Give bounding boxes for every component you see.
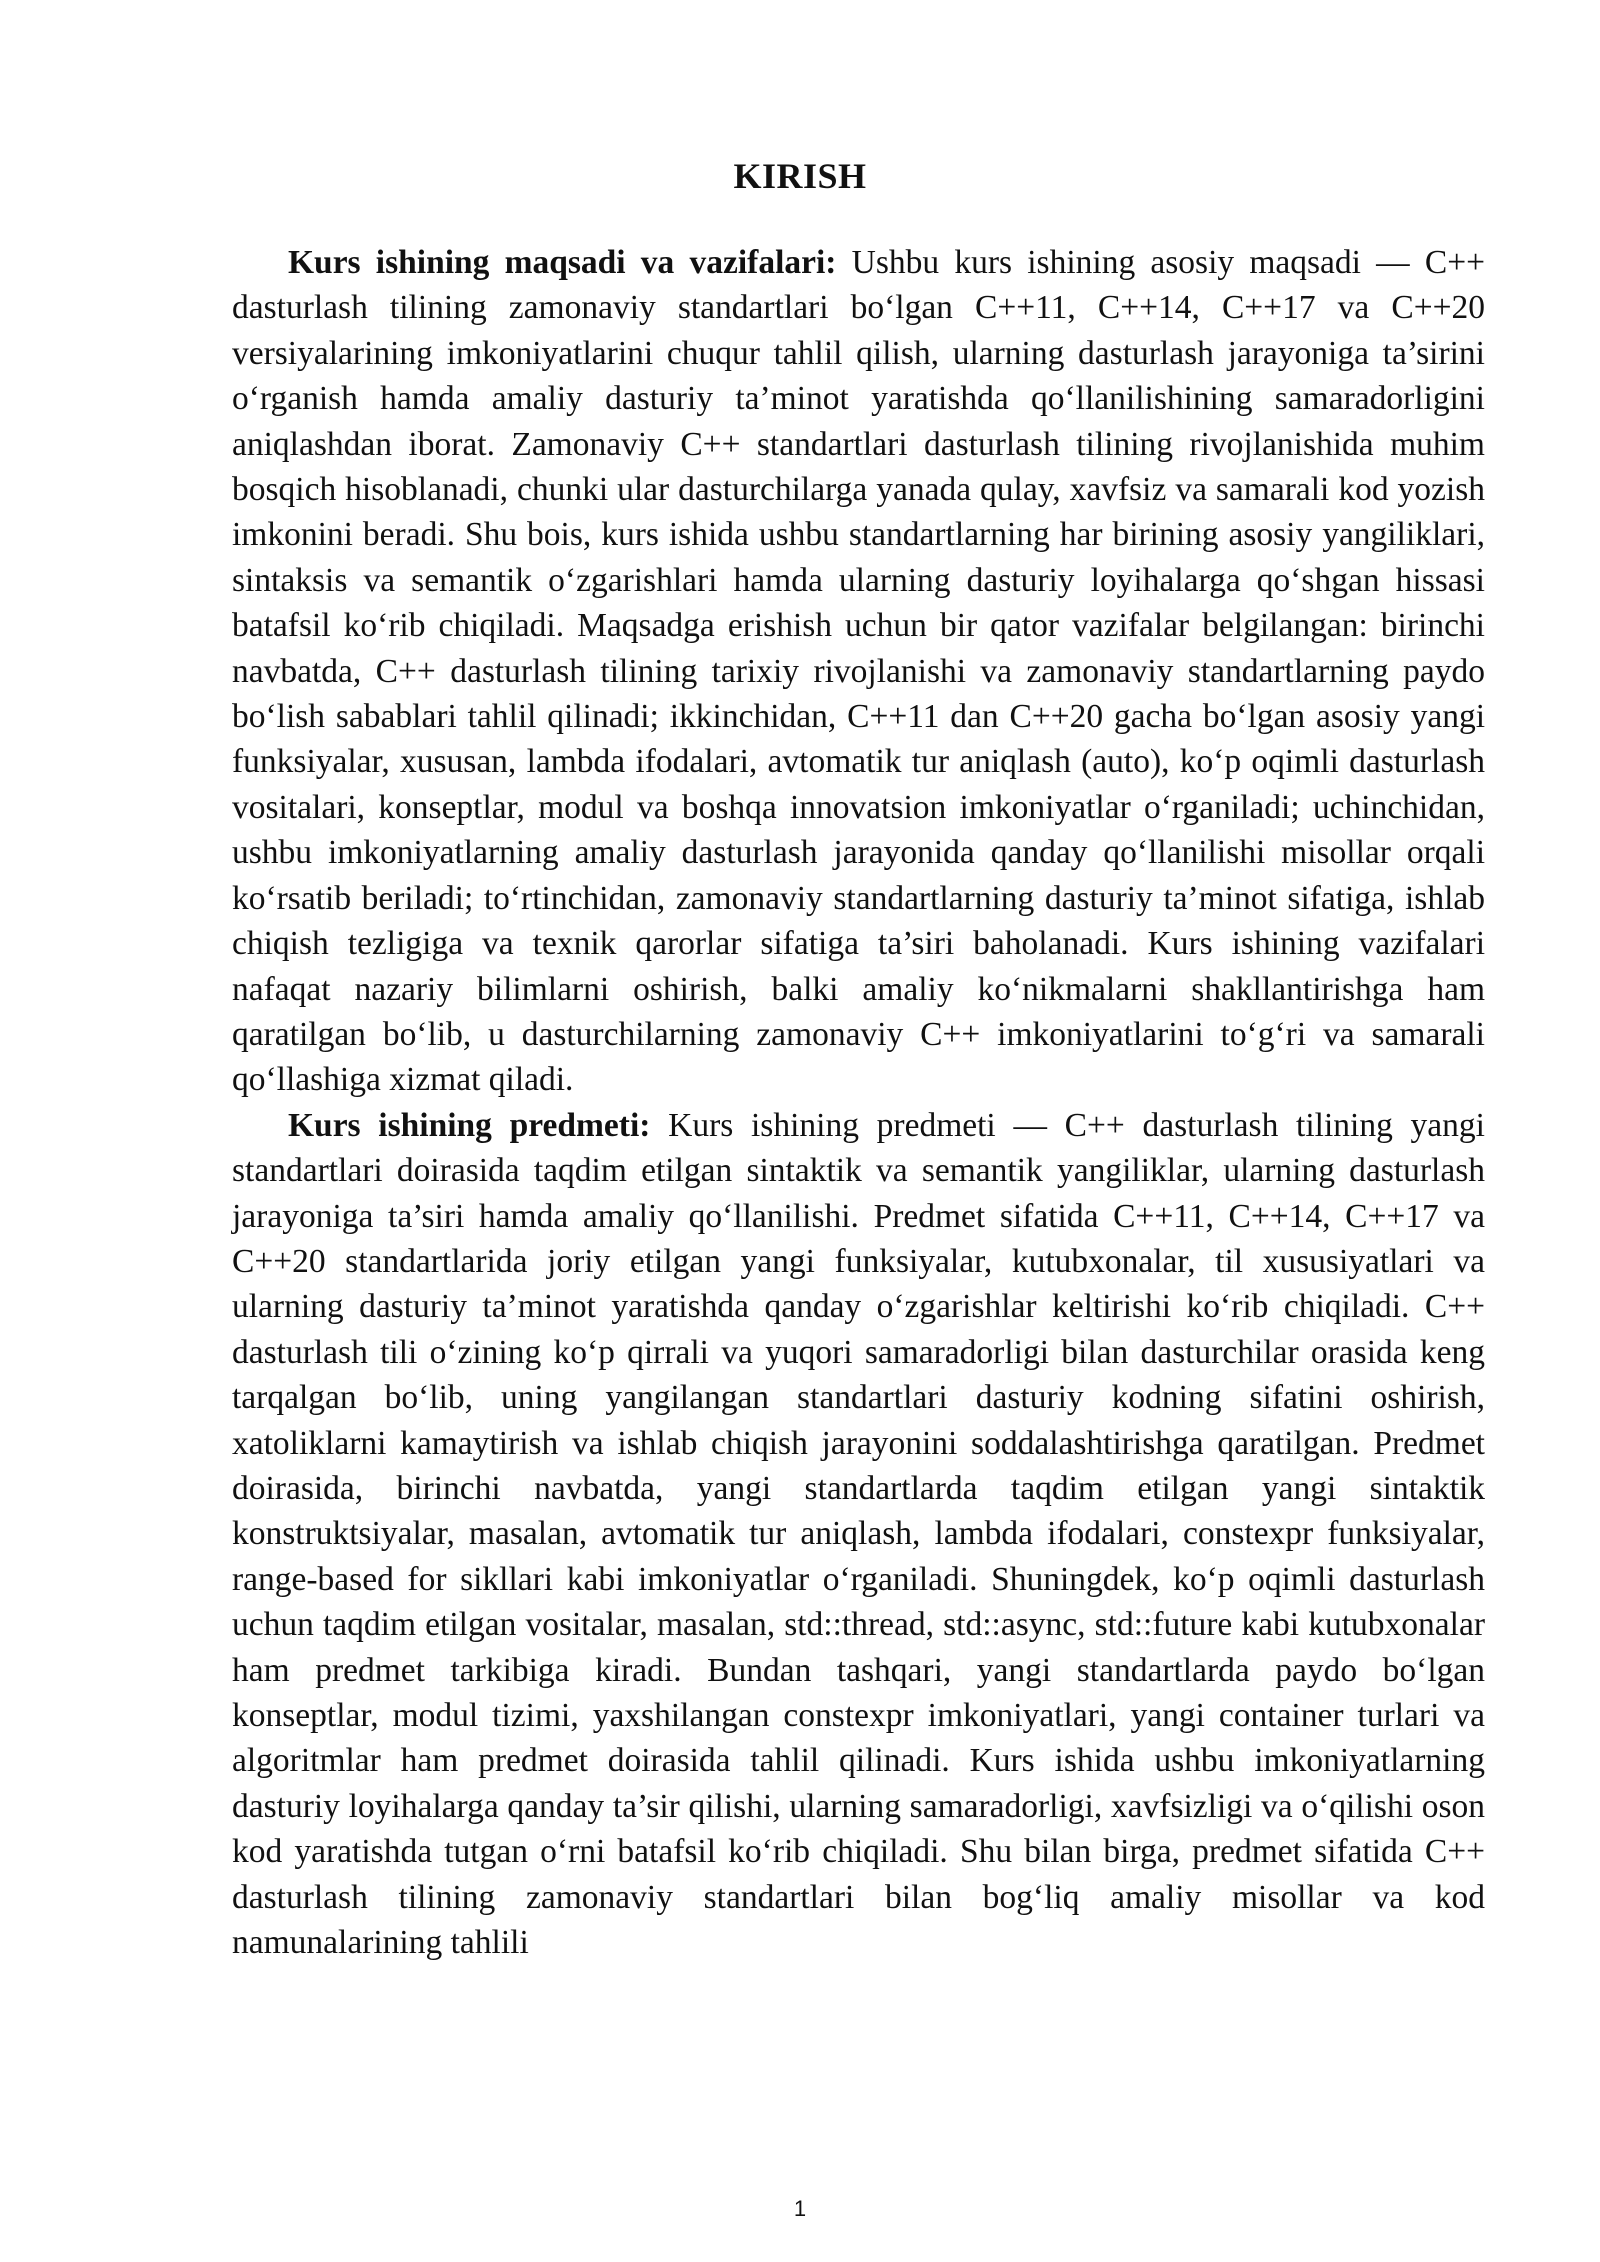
paragraph-subject (232, 1103, 1485, 1966)
body-text (232, 240, 1485, 1965)
page-number: 1 (793, 2196, 807, 2221)
paragraph-goals-heading: Kurs ishining maqsadi va vazifalari: (288, 244, 837, 281)
page-title: KIRISH (733, 156, 867, 196)
paragraph-subject-text: Kurs ishining predmeti — C++ dasturlash tilining yangi standartlari doirasida taqdim etilgan sintaktik va semantik yangiliklar, ularning dasturlash jarayoniga ta’siri hamda amaliy qo‘llanilishi. Predmet sifatida C++11, C++14, C++17 va C++20 standartlarida joriy etilgan yangi funksiyalar, kutubxonalar, til xususiyatlari va ularning dasturiy ta’minot yaratishda qanday o‘zgarishlar keltirishi ko‘rib chiqiladi. C++ dasturlash tili o‘zining ko‘p qirrali va yuqori samaradorligi bilan dasturchilar orasida keng tarqalgan bo‘lib, uning yangilangan standartlari dasturiy kodning sifatini oshirish, xatoliklarni kamaytirish va ishlab chiqish jarayonini soddalashtirishga qaratilgan. Predmet doirasida, birinchi navbatda, yangi standartlarda taqdim etilgan yangi sintaktik konstruktsiyalar, masalan, avtomatik tur aniqlash, lambda ifodalari, constexpr funksiyalar, range-based for sikllari kabi imkoniyatlar o‘rganiladi. Shuningdek, ko‘p oqimli dasturlash uchun taqdim etilgan vositalar, masalan, std::thread, std::async, std::future kabi kutubxonalar ham predmet tarkibiga kiradi. Bundan tashqari, yangi standartlarda paydo bo‘lgan konseptlar, modul tizimi, yaxshilangan constexpr imkoniyatlari, yangi container turlari va algoritmlar ham predmet doirasida tahlil qilinadi. Kurs ishida ushbu imkoniyatlarning dasturiy loyihalarga qanday ta’sir qilishi, ularning samaradorligi, xavfsizligi va o‘qilishi oson kod yaratishda tutgan o‘rni batafsil ko‘rib chiqiladi. Shu bilan birga, predmet sifatida C++ dasturlash tilining zamonaviy standartlari bilan bog‘liq amaliy misollar va kod namunalarining tahlili (232, 1106, 1485, 1962)
paragraph-goals (232, 240, 1485, 1103)
paragraph-goals-text: Ushbu kurs ishining asosiy maqsadi — C++ dasturlash tilining zamonaviy standartlari bo‘lgan C++11, C++14, C++17 va C++20 versiyalarining imkoniyatlarini chuqur tahlil qilish, ularning dasturlash jarayoniga ta’sirini o‘rganish hamda amaliy dasturiy ta’minot yaratishda qo‘llanilishining samaradorligini aniqlashdan iborat. Zamonaviy C++ standartlari dasturlash tilining rivojlanishida muhim bosqich hisoblanadi, chunki ular dasturchilarga yanada qulay, xavfsiz va samarali kod yozish imkonini beradi. Shu bois, kurs ishida ushbu standartlarning har birining asosiy yangiliklari, sintaksis va semantik o‘zgarishlari hamda ularning dasturiy loyihalarga qo‘shgan hissasi batafsil ko‘rib chiqiladi. Maqsadga erishish uchun bir qator vazifalar belgilangan: birinchi navbatda, C++ dasturlash tilining tarixiy rivojlanishi va zamonaviy standartlarning paydo bo‘lish sabablari tahlil qilinadi; ikkinchidan, C++11 dan C++20 gacha bo‘lgan asosiy yangi funksiyalar, xususan, lambda ifodalari, avtomatik tur aniqlash (auto), ko‘p oqimli dasturlash vositalari, konseptlar, modul va boshqa innovatsion imkoniyatlar o‘rganiladi; uchinchidan, ushbu imkoniyatlarning amaliy dasturlash jarayonida qanday qo‘llanilishi misollar orqali ko‘rsatib beriladi; to‘rtinchidan, zamonaviy standartlarning dasturiy ta’minot sifatiga, ishlab chiqish tezligiga va texnik qarorlar sifatiga ta’siri baholanadi. Kurs ishining vazifalari nafaqat nazariy bilimlarni oshirish, balki amaliy ko‘nikmalarni shakllantirishga ham qaratilgan bo‘lib, u dasturchilarning zamonaviy C++ imkoniyatlarini to‘g‘ri va samarali qo‘llashiga xizmat qiladi. (232, 244, 1485, 1099)
paragraph-subject-heading: Kurs ishining predmeti: (288, 1106, 651, 1144)
